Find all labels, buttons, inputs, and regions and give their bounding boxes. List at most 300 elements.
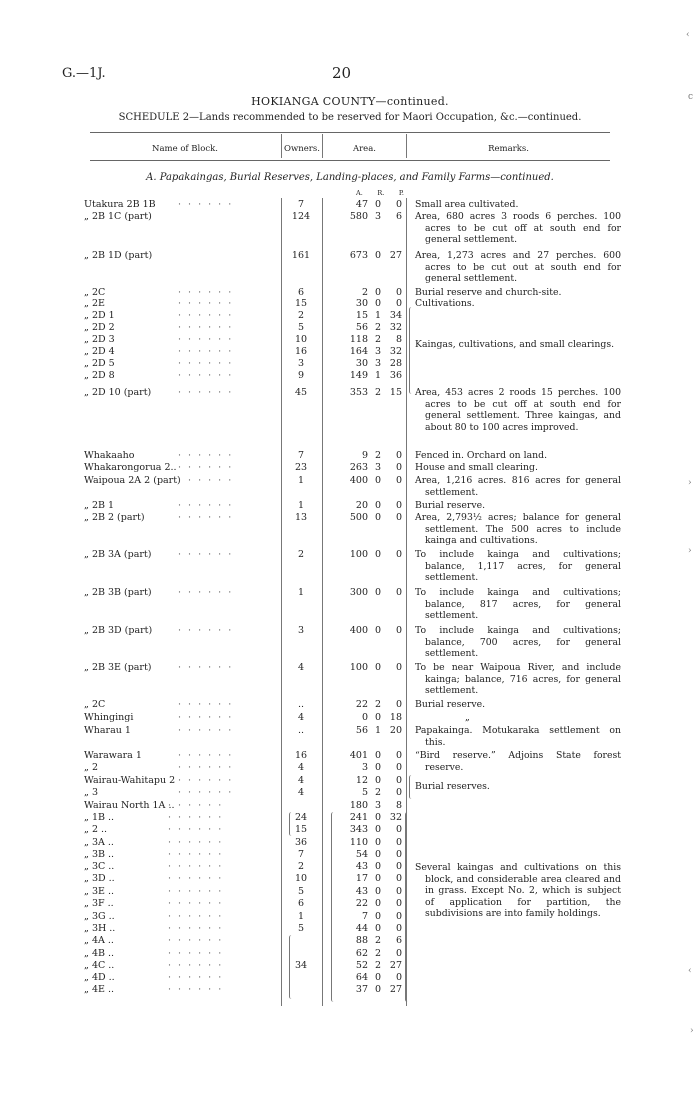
- owners-count: 15: [294, 824, 308, 835]
- block-name: Whakaaho: [84, 450, 135, 461]
- owners-count: 4: [297, 787, 305, 798]
- area-perches: 0: [395, 450, 402, 461]
- table-row: [0, 322, 700, 334]
- leader-dots: · · · · · ·: [168, 849, 224, 860]
- area-perches: 32: [389, 322, 402, 333]
- leader-dots: · · · · · ·: [168, 972, 224, 983]
- owners-count: 1: [297, 500, 305, 511]
- owners-count: 10: [294, 873, 308, 884]
- brace: [331, 812, 336, 1002]
- area-roods: 0: [374, 475, 382, 486]
- area-roods: 3: [374, 462, 382, 473]
- area-acres: 118: [349, 334, 368, 345]
- leader-dots: · · · · · ·: [168, 800, 224, 811]
- remark-text: Area, 1,273 acres and 27 perches. 600 acres to be cut out at south end for general settlement.: [415, 250, 621, 284]
- block-name: „ 3H ..: [84, 923, 116, 934]
- area-acres: 164: [349, 346, 368, 357]
- county-title: HOKIANGA COUNTY—continued.: [251, 95, 449, 108]
- remark-text: Area, 680 acres 3 roods 6 perches. 100 acres to be cut off at south end for general settlement.: [415, 211, 621, 245]
- area-acres: 22: [355, 699, 368, 710]
- block-name: Whakarongorua 2..: [84, 462, 177, 473]
- area-acres: 17: [355, 873, 368, 884]
- area-perches: 0: [395, 923, 402, 934]
- area-acres: 149: [349, 370, 368, 381]
- area-acres: 100: [349, 662, 368, 673]
- area-roods: 0: [374, 775, 382, 786]
- leader-dots: · · · · · ·: [178, 462, 234, 473]
- leader-dots: · · · · · ·: [168, 861, 224, 872]
- block-name: „ 2D 3: [84, 334, 115, 345]
- owners-count: 16: [294, 750, 308, 761]
- area-perches: 0: [395, 911, 402, 922]
- area-perches: 0: [395, 462, 402, 473]
- area-roods: 0: [374, 662, 382, 673]
- owners-count: 2: [297, 549, 305, 560]
- area-acres: 343: [349, 824, 368, 835]
- margin-mark: ›: [688, 546, 692, 556]
- block-name: „ 2C: [84, 287, 106, 298]
- leader-dots: · · · · · ·: [168, 960, 224, 971]
- area-roods: 0: [374, 898, 382, 909]
- area-acres: 400: [349, 475, 368, 486]
- area-roods: 2: [374, 960, 382, 971]
- area-perches: 0: [395, 898, 402, 909]
- owners-count: 1: [297, 911, 305, 922]
- owners-count: 4: [297, 775, 305, 786]
- table-row: [0, 948, 700, 960]
- area-perches: 0: [395, 500, 402, 511]
- block-name: „ 2B 2 (part): [84, 512, 145, 523]
- area-acres: 400: [349, 625, 368, 636]
- leader-dots: · · · · · ·: [178, 587, 234, 598]
- owners-count: 161: [291, 250, 311, 261]
- block-name: „ 2D 10 (part): [84, 387, 152, 398]
- table-row: [0, 972, 700, 984]
- leader-dots: · · · · · ·: [168, 948, 224, 959]
- area-acres: 37: [355, 984, 368, 995]
- block-name: „ 4B ..: [84, 948, 115, 959]
- area-roods: 0: [374, 861, 382, 872]
- area-acres: 30: [355, 298, 368, 309]
- block-name: „ 4A ..: [84, 935, 114, 946]
- area-acres: 5: [361, 787, 368, 798]
- remark-text: “Bird reserve.” Adjoins State forest reserve.: [415, 750, 621, 773]
- area-roods: 0: [374, 824, 382, 835]
- page-reference: G.—1J.: [62, 66, 106, 81]
- remark-text: Area, 1,216 acres. 816 acres for general settlement.: [415, 475, 621, 498]
- area-perches: 0: [395, 775, 402, 786]
- area-roods: 2: [374, 699, 382, 710]
- area-perches: 6: [395, 211, 402, 222]
- leader-dots: · · · · · ·: [178, 712, 234, 723]
- area-acres: 20: [355, 500, 368, 511]
- block-name: „ 2B 3D (part): [84, 625, 153, 636]
- owners-count: 10: [294, 334, 308, 345]
- area-roods: 0: [374, 298, 382, 309]
- table-row: [0, 370, 700, 382]
- area-perches: 0: [395, 287, 402, 298]
- area-perches: 0: [395, 512, 402, 523]
- area-acres: 22: [355, 898, 368, 909]
- area-perches: 34: [389, 310, 402, 321]
- margin-mark: ›: [688, 478, 692, 488]
- owners-count: 4: [297, 762, 305, 773]
- table-row: [0, 960, 700, 972]
- area-perches: 0: [395, 587, 402, 598]
- area-acres: 300: [349, 587, 368, 598]
- block-name: „ 2D 2: [84, 322, 115, 333]
- remark-text: To include kainga and cultivations; balance, 1,117 acres, for general settlement.: [415, 549, 621, 583]
- block-name: Wairau-Wahitapu 2: [84, 775, 176, 786]
- margin-mark: ‹: [686, 30, 690, 40]
- leader-dots: · · · · · ·: [168, 984, 224, 995]
- block-name: „ 2B 1D (part): [84, 250, 153, 261]
- block-name: „ 3F ..: [84, 898, 114, 909]
- remark-text: Burial reserve and church-site.: [415, 287, 562, 298]
- area-roods: 0: [374, 762, 382, 773]
- block-name: „ 2D 1: [84, 310, 115, 321]
- area-roods: 3: [374, 211, 382, 222]
- block-name: „ 3E ..: [84, 886, 114, 897]
- area-perches: 15: [389, 387, 402, 398]
- leader-dots: · · · · · ·: [178, 500, 234, 511]
- area-roods: 0: [374, 837, 382, 848]
- block-name: Utakura 2B 1B: [84, 199, 156, 210]
- block-name: Waipoua 2A 2 (part): [84, 475, 181, 486]
- remark-text: „: [465, 712, 470, 723]
- remark-text: Fenced in. Orchard on land.: [415, 450, 548, 461]
- area-roods: 0: [374, 886, 382, 897]
- area-acres: 180: [349, 800, 368, 811]
- area-perches: 0: [395, 837, 402, 848]
- owners-count: 2: [297, 861, 305, 872]
- block-name: „ 2B 3A (part): [84, 549, 152, 560]
- remark-text: Area, 453 acres 2 roods 15 perches. 100 acres to be cut off at south end for general settlement. Three kaingas, and about 80 to 100 acres improved.: [415, 387, 621, 433]
- area-roods: 0: [374, 199, 382, 210]
- area-perches: 28: [389, 358, 402, 369]
- table-row: [0, 837, 700, 849]
- table-row: [0, 310, 700, 322]
- area-acres: 62: [355, 948, 368, 959]
- area-perches: 0: [395, 750, 402, 761]
- owners-count: 16: [294, 346, 308, 357]
- unit-perches: P.: [398, 189, 404, 197]
- area-acres: 110: [349, 837, 368, 848]
- block-name: „ 2 ..: [84, 824, 108, 835]
- block-name: „ 2D 5: [84, 358, 115, 369]
- header-remarks: Remarks.: [488, 144, 529, 154]
- header-rule-top: [90, 132, 610, 133]
- leader-dots: · · · · · ·: [168, 873, 224, 884]
- owners-count: 24: [294, 812, 308, 823]
- owners-count: 5: [297, 923, 305, 934]
- area-roods: 0: [374, 587, 382, 598]
- owners-count: 4: [297, 712, 305, 723]
- leader-dots: · · · · · ·: [178, 549, 234, 560]
- area-acres: 64: [355, 972, 368, 983]
- leader-dots: · · · · · ·: [178, 725, 234, 736]
- area-roods: 2: [374, 948, 382, 959]
- leader-dots: · · · · · ·: [178, 334, 234, 345]
- area-acres: 30: [355, 358, 368, 369]
- owners-count: 1: [297, 587, 305, 598]
- area-roods: 3: [374, 800, 382, 811]
- leader-dots: · · · · · ·: [178, 625, 234, 636]
- page-number: 20: [332, 64, 352, 82]
- area-perches: 0: [395, 475, 402, 486]
- area-roods: 0: [374, 923, 382, 934]
- area-roods: 1: [374, 725, 382, 736]
- leader-dots: · · · · · ·: [168, 898, 224, 909]
- leader-dots: · · · · · ·: [178, 450, 234, 461]
- area-roods: 0: [374, 911, 382, 922]
- area-acres: 2: [361, 287, 368, 298]
- leader-dots: · · · · · ·: [168, 923, 224, 934]
- block-name: „ 3G ..: [84, 911, 115, 922]
- remark-text: Kaingas, cultivations, and small clearings.: [415, 339, 615, 350]
- area-roods: 0: [374, 849, 382, 860]
- section-subheading: A. Papakaingas, Burial Reserves, Landing-places, and Family Farms—continued.: [146, 172, 554, 183]
- owners-count: 2: [297, 310, 305, 321]
- owners-count: 124: [291, 211, 311, 222]
- remark-text: House and small clearing.: [415, 462, 538, 473]
- area-perches: 36: [389, 370, 402, 381]
- area-perches: 0: [395, 199, 402, 210]
- brace: [409, 307, 414, 394]
- area-perches: 0: [395, 873, 402, 884]
- block-name: „ 2B 3E (part): [84, 662, 152, 673]
- owners-count: 3: [297, 625, 305, 636]
- area-acres: 9: [361, 450, 368, 461]
- area-perches: 20: [389, 725, 402, 736]
- area-perches: 27: [389, 984, 402, 995]
- area-acres: 3: [361, 762, 368, 773]
- leader-dots: · · · · · ·: [178, 370, 234, 381]
- leader-dots: · · · · · ·: [168, 812, 224, 823]
- owners-count: 4: [297, 662, 305, 673]
- area-roods: 0: [374, 873, 382, 884]
- block-name: „ 3D ..: [84, 873, 115, 884]
- area-perches: 0: [395, 849, 402, 860]
- leader-dots: · · · · · ·: [168, 935, 224, 946]
- area-acres: 15: [355, 310, 368, 321]
- leader-dots: · · · · · ·: [178, 662, 234, 673]
- margin-mark: ›: [690, 1026, 694, 1036]
- leader-dots: · · · · · ·: [178, 310, 234, 321]
- unit-acres: A.: [356, 189, 363, 197]
- area-perches: 0: [395, 298, 402, 309]
- owners-count: 9: [297, 370, 305, 381]
- table-row: [0, 849, 700, 861]
- header-block: Name of Block.: [152, 144, 218, 154]
- area-roods: 2: [374, 935, 382, 946]
- area-perches: 6: [395, 935, 402, 946]
- table-row: [0, 812, 700, 824]
- leader-dots: · · · · · ·: [178, 358, 234, 369]
- remark-text: Burial reserve.: [415, 699, 486, 710]
- area-perches: 8: [395, 800, 402, 811]
- block-name: „ 2C: [84, 699, 106, 710]
- owners-count: ..: [297, 725, 305, 736]
- block-name: „ 4E ..: [84, 984, 114, 995]
- remark-text: Several kaingas and cultivations on this block, and considerable area cleared and in grass. Except No. 2, which is subject of application for partition, the subdivisions are into family holdings.: [415, 862, 621, 919]
- owners-count: 7: [297, 199, 305, 210]
- remark-text: Papakainga. Motukaraka settlement on this.: [415, 725, 621, 748]
- area-perches: 0: [395, 861, 402, 872]
- owners-count: 7: [297, 849, 305, 860]
- owners-count: 7: [297, 450, 305, 461]
- area-roods: 0: [374, 250, 382, 261]
- table-row: [0, 935, 700, 947]
- area-roods: 3: [374, 358, 382, 369]
- remark-text: To include kainga and cultivations; balance, 817 acres, for general settlement.: [415, 587, 621, 621]
- brace: [289, 812, 294, 836]
- brace: [289, 935, 294, 999]
- owners-count: ..: [297, 699, 305, 710]
- area-roods: 0: [374, 712, 382, 723]
- unit-roods: R.: [377, 189, 385, 197]
- remark-text: Small area cultivated.: [415, 199, 519, 210]
- block-name: Wharau 1: [84, 725, 131, 736]
- area-roods: 0: [374, 750, 382, 761]
- area-acres: 43: [355, 886, 368, 897]
- table-row: [0, 800, 700, 812]
- block-name: „ 2E: [84, 298, 105, 309]
- area-perches: 0: [395, 625, 402, 636]
- owners-count: 5: [297, 886, 305, 897]
- area-acres: 580: [349, 211, 368, 222]
- block-name: „ 1B ..: [84, 812, 115, 823]
- owners-count: 6: [297, 287, 305, 298]
- header-owners: Owners.: [284, 144, 320, 154]
- area-roods: 0: [374, 500, 382, 511]
- table-row: [0, 984, 700, 996]
- leader-dots: · · · · · ·: [178, 475, 234, 486]
- area-acres: 0: [361, 712, 368, 723]
- owners-count: 23: [294, 462, 308, 473]
- leader-dots: · · · · · ·: [178, 298, 234, 309]
- leader-dots: · · · · · ·: [178, 287, 234, 298]
- owners-count: 34: [294, 960, 308, 971]
- block-name: „ 4D ..: [84, 972, 115, 983]
- area-roods: 0: [374, 287, 382, 298]
- remark-text: To include kainga and cultivations; balance, 700 acres, for general settlement.: [415, 625, 621, 659]
- block-name: „ 2B 3B (part): [84, 587, 152, 598]
- area-acres: 54: [355, 849, 368, 860]
- area-roods: 2: [374, 787, 382, 798]
- area-perches: 0: [395, 699, 402, 710]
- area-acres: 88: [355, 935, 368, 946]
- leader-dots: · · · · · ·: [168, 837, 224, 848]
- area-acres: 56: [355, 322, 368, 333]
- leader-dots: · · · · · ·: [178, 699, 234, 710]
- area-perches: 0: [395, 972, 402, 983]
- area-acres: 673: [349, 250, 368, 261]
- owners-count: 36: [294, 837, 308, 848]
- area-perches: 18: [389, 712, 402, 723]
- area-perches: 0: [395, 762, 402, 773]
- area-acres: 500: [349, 512, 368, 523]
- remark-text: Burial reserve.: [415, 500, 486, 511]
- header-rule-bottom: [90, 160, 610, 161]
- remark-text: Cultivations.: [415, 298, 475, 309]
- leader-dots: · · · · · ·: [178, 787, 234, 798]
- block-name: „ 4C ..: [84, 960, 115, 971]
- leader-dots: · · · · · ·: [178, 512, 234, 523]
- table-row: [0, 923, 700, 935]
- area-perches: 27: [389, 960, 402, 971]
- area-acres: 56: [355, 725, 368, 736]
- owners-count: 13: [294, 512, 308, 523]
- area-acres: 43: [355, 861, 368, 872]
- leader-dots: · · · · · ·: [178, 199, 234, 210]
- block-name: Whingingi: [84, 712, 134, 723]
- area-units: [356, 189, 404, 197]
- area-roods: 2: [374, 450, 382, 461]
- block-name: „ 3C ..: [84, 861, 115, 872]
- block-name: „ 3A ..: [84, 837, 114, 848]
- owners-count: 45: [294, 387, 308, 398]
- leader-dots: · · · · · ·: [178, 322, 234, 333]
- area-acres: 12: [355, 775, 368, 786]
- block-name: „ 3B ..: [84, 849, 115, 860]
- area-roods: 2: [374, 334, 382, 345]
- schedule-title: SCHEDULE 2—Lands recommended to be reserved for Maori Occupation, &c.—continued.: [118, 112, 582, 123]
- leader-dots: · · · · · ·: [178, 750, 234, 761]
- area-roods: 0: [374, 984, 382, 995]
- owners-count: 5: [297, 322, 305, 333]
- block-name: „ 2B 1C (part): [84, 211, 152, 222]
- margin-mark: c: [688, 92, 694, 102]
- leader-dots: · · · · · ·: [178, 387, 234, 398]
- area-roods: 1: [374, 310, 382, 321]
- table-row: [0, 358, 700, 370]
- area-perches: 0: [395, 787, 402, 798]
- area-perches: 32: [389, 346, 402, 357]
- area-acres: 7: [361, 911, 368, 922]
- owners-count: 1: [297, 475, 305, 486]
- area-perches: 0: [395, 549, 402, 560]
- remark-text: To be near Waipoua River, and include kainga; balance, 716 acres, for general settlement.: [415, 662, 621, 696]
- area-roods: 3: [374, 346, 382, 357]
- brace: [405, 812, 410, 1002]
- area-acres: 52: [355, 960, 368, 971]
- area-roods: 2: [374, 387, 382, 398]
- area-perches: 32: [389, 812, 402, 823]
- area-perches: 0: [395, 662, 402, 673]
- area-perches: 0: [395, 824, 402, 835]
- area-roods: 2: [374, 322, 382, 333]
- area-perches: 8: [395, 334, 402, 345]
- block-name: „ 3: [84, 787, 98, 798]
- block-name: Wairau North 1A ..: [84, 800, 175, 811]
- area-roods: 0: [374, 812, 382, 823]
- block-name: „ 2B 1: [84, 500, 115, 511]
- area-roods: 0: [374, 972, 382, 983]
- header-area: Area.: [352, 144, 376, 154]
- area-acres: 47: [355, 199, 368, 210]
- table-row: [0, 824, 700, 836]
- area-acres: 241: [349, 812, 368, 823]
- leader-dots: · · · · · ·: [178, 775, 234, 786]
- area-roods: 1: [374, 370, 382, 381]
- leader-dots: · · · · · ·: [168, 886, 224, 897]
- leader-dots: · · · · · ·: [168, 911, 224, 922]
- area-acres: 100: [349, 549, 368, 560]
- leader-dots: · · · · · ·: [168, 824, 224, 835]
- area-acres: 353: [349, 387, 368, 398]
- owners-count: 6: [297, 898, 305, 909]
